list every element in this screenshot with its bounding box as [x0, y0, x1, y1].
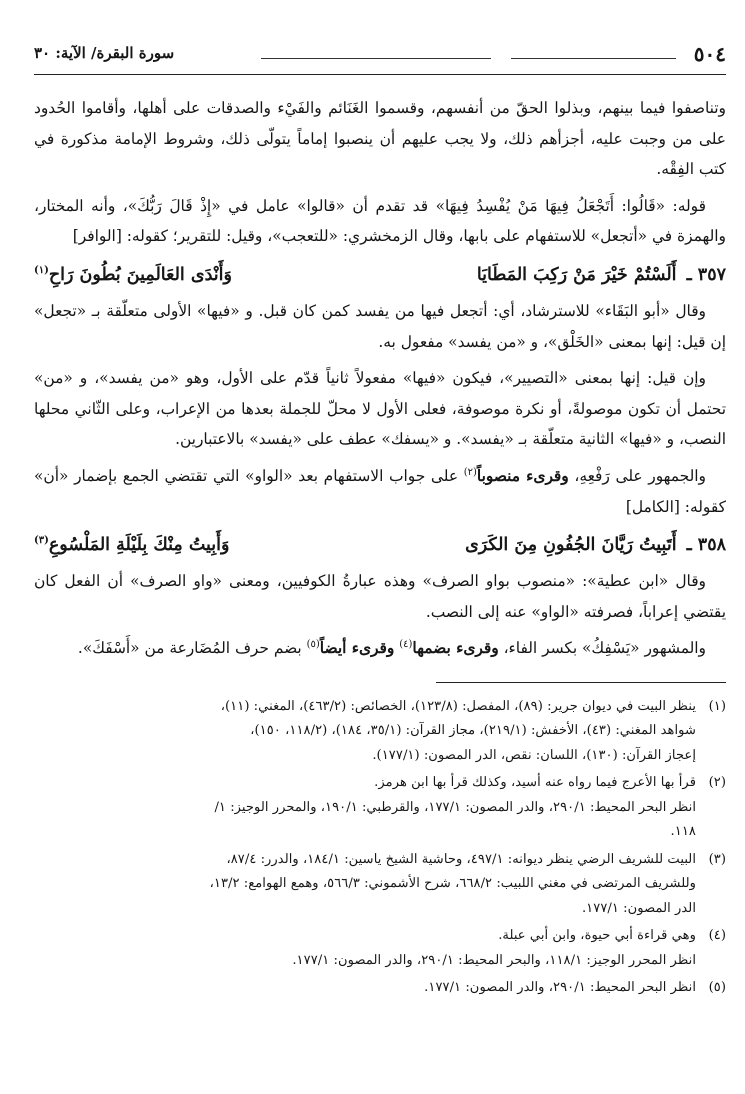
footnote-line: انظر المحرر الوجيز: ١١٨/١، والبحر المحيط: ٢٩٠/١، والدر المصون: ١٧٧/١.	[292, 952, 696, 968]
page-number: ٥٠٤	[693, 42, 726, 66]
footnote	[34, 924, 726, 973]
footnote-number: (٢)	[708, 775, 726, 791]
reading-variant: وقرىء منصوباً	[476, 466, 569, 485]
header-rule-left	[261, 58, 491, 59]
poetry-verse-357	[34, 258, 726, 292]
footnote-number: (١)	[708, 698, 726, 714]
paragraph: وإن قيل: إنها بمعنى «التصيير»، فيكون «فيها» مفعولاً ثانياً قدّم على الأول، وهو «من يفسد»، و «من» تحتمل أن تكون موصولةً، أو نكرة موصوفة، فعلى الأول لا محلّ للجملة بعدها من الإعراب، وعلى الثّاني محلها النصب، و «فيها» الثانية متعلّقة بـ «يفسد». و «يسفك» عطف على «يفسد» بالاعتبارين.	[34, 369, 726, 449]
footnote	[34, 848, 726, 922]
footnote-ref: (٢)	[463, 466, 477, 478]
footnote-ref: (١)	[34, 265, 49, 277]
verse-number: ٣٥٨ ـ	[686, 535, 726, 556]
footnote	[34, 771, 726, 845]
paragraph: قوله: «قَالُوا: أَتَجْعَلُ فِيهَا مَنْ يُفْسِدُ فِيهَا» قد تقدم أن «قالوا» عامل في «إِذْ قَالَ رَبُّكَ»، وأنه المختار، والهمزة في «أتجعل» للاستفهام على بابها، وقال الزمخشري: «للتعجب»، وقيل: للتقرير؛ كقوله: [الوافر]	[34, 196, 726, 246]
footnote	[34, 695, 726, 769]
surah-title: سورة البقرة/ الآية: ٣٠	[34, 44, 175, 62]
header-rule-right	[511, 58, 676, 59]
verse-hemistich-first: أَتَبِيتُ رَيَّانَ الجُفُونِ مِنَ الكَرَى	[465, 535, 677, 556]
footnote-line: وهي قراءة أبي حيوة، وابن أبي عبلة.	[498, 928, 696, 944]
footnote-line: انظر البحر المحيط: ٢٩٠/١، والدر المصون: ١٧٧/١.	[424, 980, 696, 996]
verse-number: ٣٥٧ ـ	[686, 264, 726, 285]
footnote-number: (٤)	[708, 928, 726, 944]
verse-hemistich-first: أَلَسْتُمْ خَيْرَ مَنْ رَكِبَ المَطَايَا	[476, 264, 677, 285]
page-header	[34, 40, 726, 75]
footnote-ref: (٥)	[306, 639, 320, 651]
main-text	[34, 93, 726, 664]
paragraph: والمشهور «يَسْفِكُ» بكسر الفاء، وقرىء بضمها$^{(٤)}$ وقرىء أيضاً$^{(٥)}$ بضم حرف المُضَارعة من «أَسْفَكَ».	[77, 639, 706, 658]
footnote-line: ١١٨.	[670, 824, 696, 840]
paragraph: وتناصفوا فيما بينهم، وبذلوا الحقّ من أنفسهم، وقسموا الغَنَائم والفَيْء والصدقات على أهلها، وأقاموا الحُدود على من وجبت عليه، أجزأهم ذلك، ولا يجب عليهم أن ينصبوا إماماً يتولّى ذلك، وشروط الإمامة مذكورة في كتب الفِقْه.	[34, 99, 726, 179]
footnote-line: وللشريف المرتضى في مغني اللبيب: ٦٦٨/٢، شرح الأشموني: ٥٦٦/٣، وهمع الهوامع: ١٣/٢،	[209, 876, 696, 892]
footnote-number: (٥)	[708, 980, 726, 996]
footnote-line: شواهد المغني: (٤٣)، الأخفش: (٢١٩/١)، مجاز القرآن: (٣٥/١، ١٨٤)، (١١٨/٢، ١٥٠)،	[250, 723, 696, 739]
book-page	[34, 40, 726, 1004]
footnote	[34, 976, 726, 1001]
footnote-ref: (٣)	[34, 535, 49, 547]
paragraph: وقال «ابن عطية»: «منصوب بواو الصرف» وهذه عبارةُ الكوفيين، ومعنى «واو الصرف» أن الفعل كان يقتضي إعراباً، فصرفته «الواو» عنه إلى النصب.	[34, 572, 726, 621]
footnote-divider	[436, 682, 726, 683]
footnote-line: ينظر البيت في ديوان جرير: (٨٩)، المفصل: (١٢٣/٨)، الخصائص: (٤٦٣/٢)، المغني: (١١)،	[220, 698, 696, 714]
footnote-line: انظر البحر المحيط: ٢٩٠/١، والدر المصون: ١٧٧/١، والقرطبي: ١٩٠/١، والمحرر الوجيز: ١/	[214, 799, 696, 815]
poetry-verse-358	[34, 528, 726, 562]
paragraph: والجمهور على رَفْعِهِ، وقرىء منصوباً$^{(٢)}$ على جواب الاستفهام بعد «الواو» التي تقتضي الجمع بإضمار «أن» كقوله: [الكامل]	[34, 466, 726, 516]
footnotes	[34, 695, 726, 1001]
verse-hemistich-second: وَأَنْدَى العَالَمِينَ بُطُونَ رَاحِ$^{(١)}$	[34, 264, 232, 285]
footnote-line: قرأ بها الأعرج فيما رواه عنه أسيد، وكذلك قرأ بها ابن هرمز.	[374, 775, 696, 791]
verse-hemistich-second: وَأَبِيتُ مِنْكَ بِلَيْلَةِ المَلْسُوعِ$^{(٣)}$	[34, 535, 230, 556]
paragraph: وقال «أبو البَقَاء» للاسترشاد، أي: أتجعل فيها من يفسد كمن كان قبل. و «فيها» الأولى متعلّقة بـ «تجعل» إن قيل: إنها بمعنى «الخَلْق»، و «من يفسد» مفعول به.	[34, 301, 726, 351]
reading-variant: وقرىء أيضاً	[319, 639, 395, 658]
reading-variant: وقرىء بضمها	[412, 639, 499, 658]
footnote-line: الدر المصون: ١٧٧/١.	[581, 900, 696, 916]
footnote-line: البيت للشريف الرضي ينظر ديوانه: ٤٩٧/١، وحاشية الشيخ ياسين: ١٨٤/١، والدرر: ٨٧/٤،	[226, 851, 696, 867]
footnote-ref: (٤)	[399, 639, 413, 651]
footnote-number: (٣)	[708, 851, 726, 867]
footnote-line: إعجاز القرآن: (١٣٠)، اللسان: نقص، الدر المصون: (١٧٧/١).	[372, 747, 696, 763]
